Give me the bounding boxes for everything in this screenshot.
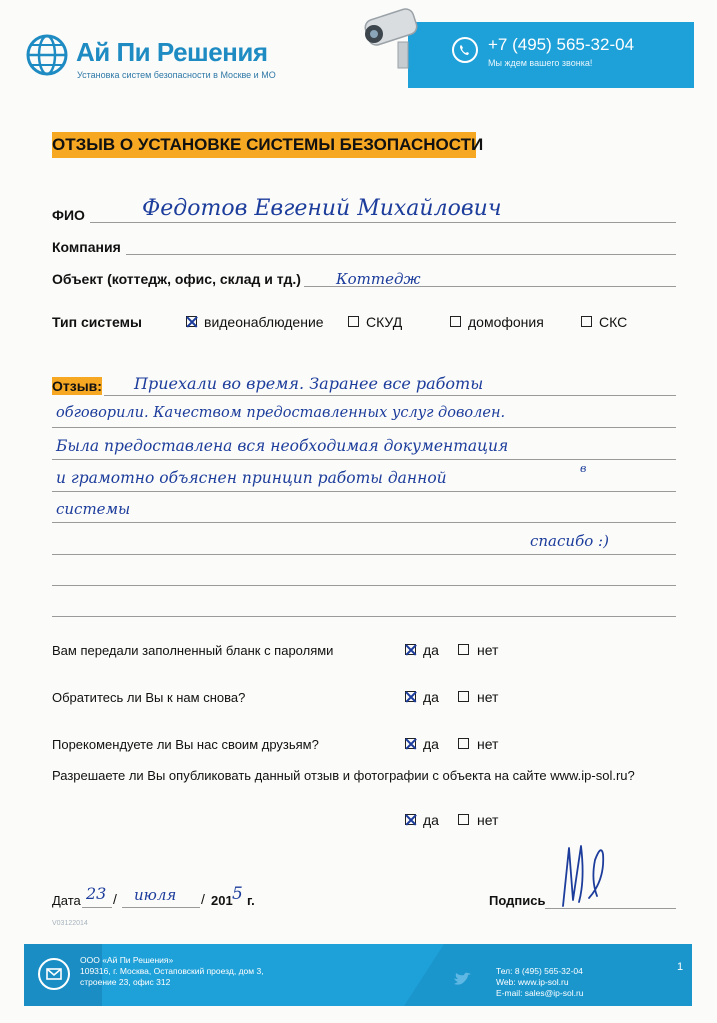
phone-subtitle: Мы ждем вашего звонка! xyxy=(488,58,593,68)
phone-icon xyxy=(452,37,478,63)
no-label: нет xyxy=(477,689,499,705)
footer-address-2: строение 23, офис 312 xyxy=(80,977,171,987)
option-intercom: домофония xyxy=(468,314,544,330)
footer-email[interactable]: E-mail: sales@ip-sol.ru xyxy=(496,988,584,998)
date-label: Дата xyxy=(52,893,81,908)
review-text-line: Приехали во время. Заранее все работы xyxy=(134,374,484,393)
no-label: нет xyxy=(477,736,499,752)
question-recommend: Порекомендуете ли Вы нас своим друзьям? xyxy=(52,737,319,752)
review-line-3 xyxy=(52,459,676,460)
checkbox-recommend-no[interactable] xyxy=(458,738,469,749)
review-text-line: Была предоставлена вся необходимая документация xyxy=(56,437,509,455)
review-insert-mark: в xyxy=(580,462,587,475)
date-month[interactable]: июля xyxy=(134,886,177,904)
review-label: Отзыв: xyxy=(52,378,102,394)
no-label: нет xyxy=(477,812,499,828)
brand-tagline: Установка систем безопасности в Москве и МО xyxy=(77,70,276,80)
no-label: нет xyxy=(477,642,499,658)
year-prefix: 201 xyxy=(211,893,233,908)
question-passwords: Вам передали заполненный бланк с паролями xyxy=(52,643,334,658)
review-line-1 xyxy=(104,395,676,396)
brand-name: Ай Пи Решения xyxy=(76,37,268,67)
footer-web[interactable]: Web: www.ip-sol.ru xyxy=(496,977,569,987)
checkbox-passwords-yes[interactable] xyxy=(405,644,416,655)
checkbox-return-yes[interactable] xyxy=(405,691,416,702)
yes-label: да xyxy=(423,812,439,828)
system-type-label: Тип системы xyxy=(52,314,142,330)
handwritten-signature xyxy=(555,840,615,912)
question-publish: Разрешаете ли Вы опубликовать данный отзыв и фотографии с объекта на сайте www.ip-sol.ru? xyxy=(52,768,635,783)
form-code: V03122014 xyxy=(52,920,88,927)
review-text-line: системы xyxy=(56,500,131,518)
review-text-line: спасибо :) xyxy=(530,532,609,550)
date-day[interactable]: 23 xyxy=(86,884,107,903)
checkbox-publish-yes[interactable] xyxy=(405,814,416,825)
month-line xyxy=(122,907,200,908)
checkbox-recommend-yes[interactable] xyxy=(405,738,416,749)
review-line-6 xyxy=(52,554,676,555)
review-line-8 xyxy=(52,616,676,617)
checkbox-passwords-no[interactable] xyxy=(458,644,469,655)
question-return: Обратитесь ли Вы к нам снова? xyxy=(52,690,246,705)
mail-icon xyxy=(38,958,70,990)
company-line xyxy=(126,254,676,255)
review-line-7 xyxy=(52,585,676,586)
checkbox-intercom[interactable] xyxy=(450,316,461,327)
phone-number[interactable]: +7 (495) 565-32-04 xyxy=(488,35,635,54)
review-line-2 xyxy=(52,427,676,428)
globe-logo-icon xyxy=(26,34,68,76)
signature-label: Подпись xyxy=(489,893,546,908)
phone-banner xyxy=(408,22,694,88)
year-suffix[interactable]: 5 xyxy=(232,884,243,904)
fio-value[interactable]: Федотов Евгений Михайлович xyxy=(142,196,502,221)
checkbox-publish-no[interactable] xyxy=(458,814,469,825)
form-title: ОТЗЫВ О УСТАНОВКЕ СИСТЕМЫ БЕЗОПАСНОСТИ xyxy=(52,135,484,154)
option-skud: СКУД xyxy=(366,314,403,330)
page-number: 1 xyxy=(677,961,684,973)
checkbox-return-no[interactable] xyxy=(458,691,469,702)
review-line-5 xyxy=(52,522,676,523)
option-video: видеонаблюдение xyxy=(204,314,324,330)
security-camera-icon xyxy=(352,8,430,72)
company-label: Компания xyxy=(52,239,121,255)
checkbox-sks[interactable] xyxy=(581,316,592,327)
review-text-line: обговорили. Качеством предоставленных услуг доволен. xyxy=(56,405,506,421)
object-label: Объект (коттедж, офис, склад и тд.) xyxy=(52,271,301,287)
checkbox-video[interactable] xyxy=(186,316,197,327)
year-unit: г. xyxy=(247,893,255,908)
footer-company: ООО «Ай Пи Решения» xyxy=(80,955,174,965)
yes-label: да xyxy=(423,736,439,752)
twitter-bird-icon xyxy=(452,972,472,988)
fio-label: ФИО xyxy=(52,207,85,223)
footer-address-1: 109316, г. Москва, Остаповский проезд, дом 3, xyxy=(80,966,264,976)
checkbox-skud[interactable] xyxy=(348,316,359,327)
option-sks: СКС xyxy=(599,314,628,330)
review-line-4 xyxy=(52,491,676,492)
date-separator: / xyxy=(201,891,205,907)
yes-label: да xyxy=(423,689,439,705)
fio-line xyxy=(90,222,676,223)
yes-label: да xyxy=(423,642,439,658)
date-separator: / xyxy=(113,891,117,907)
footer-phone[interactable]: Тел: 8 (495) 565-32-04 xyxy=(496,966,583,976)
review-text-line: и грамотно объяснен принцип работы данной xyxy=(56,469,447,487)
day-line xyxy=(82,907,112,908)
object-value[interactable]: Коттедж xyxy=(336,270,421,288)
